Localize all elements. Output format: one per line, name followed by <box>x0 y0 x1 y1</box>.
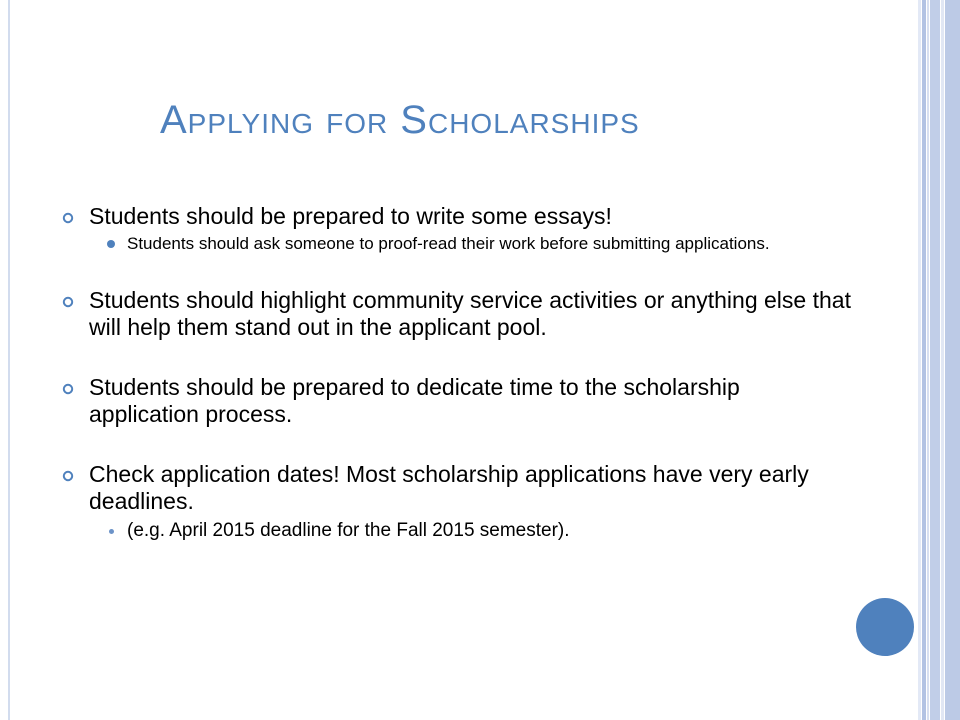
bullet-item <box>62 203 852 230</box>
hollow-circle-icon <box>62 383 74 395</box>
decorative-stripes <box>918 0 960 720</box>
filled-dot-icon <box>107 240 115 248</box>
bullet-text: Check application dates! Most scholarship applications have very early deadlines. <box>89 461 809 514</box>
bullet-text: Students should highlight community service activities or anything else that will help them stand out in the applicant pool. <box>89 287 851 340</box>
hollow-circle-icon <box>62 296 74 308</box>
sub-bullet-item <box>62 234 852 254</box>
hollow-circle-icon <box>62 470 74 482</box>
bullet-item <box>62 374 852 428</box>
left-border <box>8 0 10 720</box>
sub-bullet-item <box>62 519 852 543</box>
sub-bullet-text: Students should ask someone to proof-read their work before submitting applications. <box>127 234 770 253</box>
filled-dot-icon <box>109 529 114 534</box>
bullet-text: Students should be prepared to write some essays! <box>89 203 612 229</box>
bullet-text: Students should be prepared to dedicate time to the scholarship application process. <box>89 374 740 427</box>
bullet-item <box>62 461 852 515</box>
sub-bullet-text: (e.g. April 2015 deadline for the Fall 2015 semester). <box>127 520 570 541</box>
slide-title: Applying for Scholarships <box>160 98 640 142</box>
bullet-item <box>62 287 852 341</box>
hollow-circle-icon <box>62 212 74 224</box>
bullet-list <box>62 203 852 543</box>
decorative-circle <box>856 598 914 656</box>
